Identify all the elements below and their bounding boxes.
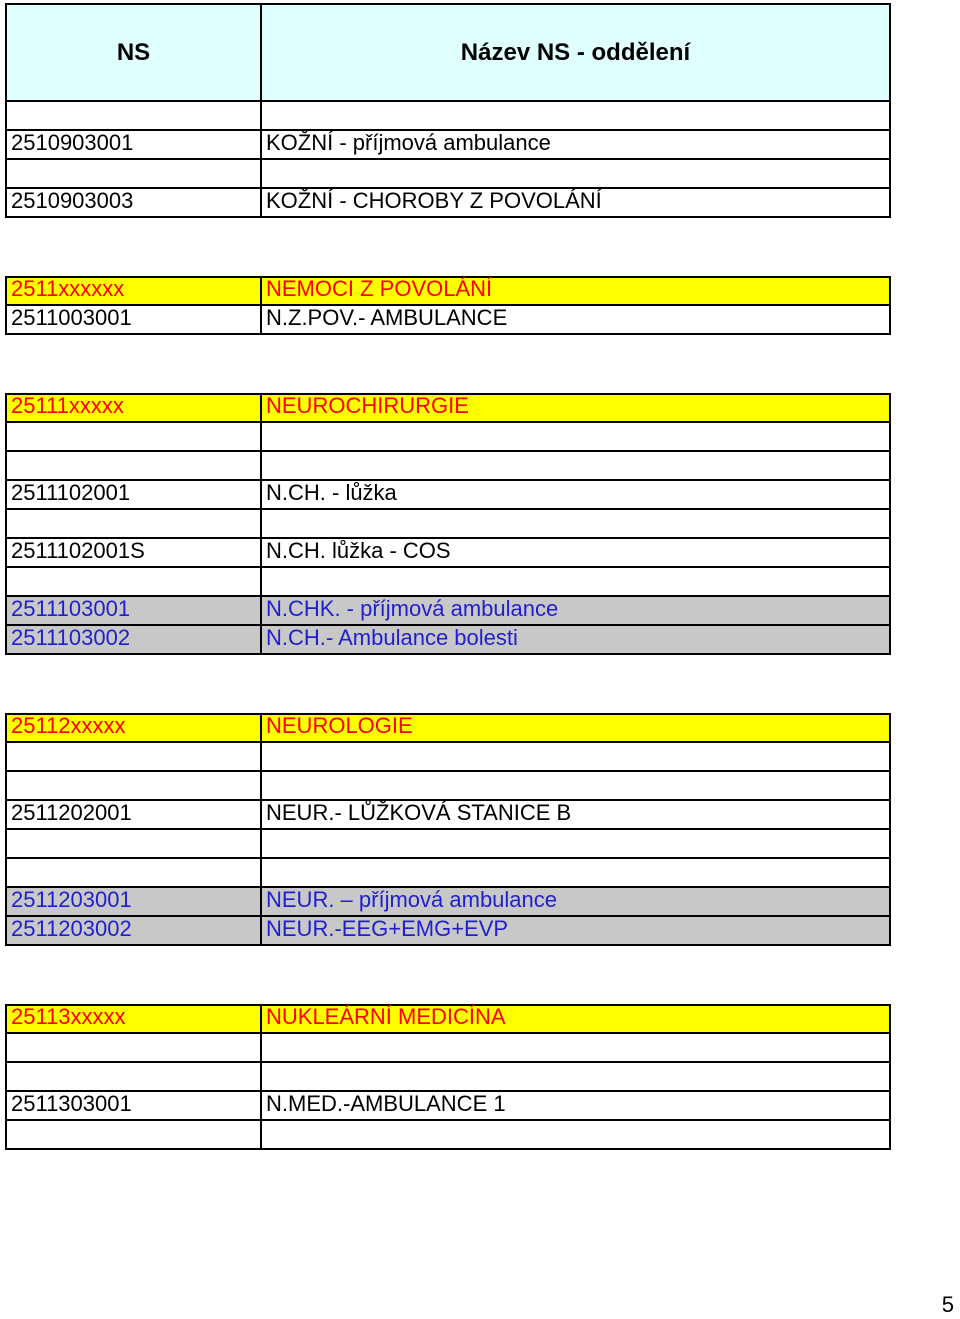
gap [5,218,891,276]
cell-name [262,452,889,479]
table-row [5,189,891,218]
cell-code: 25111xxxxx [7,395,262,421]
cell-name: NEUR.-EEG+EMG+EVP [266,916,509,941]
gap [5,655,891,713]
table-row [5,801,891,830]
ambulance-row [5,917,891,946]
cell-name: NEUR.- LŮŽKOVÁ STANICE B [266,800,572,825]
table-row [5,830,891,859]
page-number: 5 [941,1292,954,1317]
cell-name [262,423,889,450]
cell-name: N.CH.- Ambulance bolesti [266,625,518,650]
cell-name [262,510,889,537]
cell-name [262,568,889,595]
cell-code [7,743,262,770]
cell-name: N.MED.-AMBULANCE 1 [266,1091,506,1116]
table-row [5,772,891,801]
table-header [5,3,891,102]
cell-code: 2511202001 [7,801,262,828]
cell-code: 2510903001 [7,131,262,158]
table-row [5,160,891,189]
cell-code: 2511203002 [7,917,262,944]
gap [5,946,891,1004]
ambulance-row [5,888,891,917]
cell-code: 2511003001 [7,306,262,333]
cell-code: 2511102001S [7,539,262,566]
cell-name [262,830,889,857]
cell-name: NEUROLOGIE [266,713,413,738]
table-row [5,1092,891,1121]
header-ns [7,5,262,100]
cell-code [7,772,262,799]
cell-code [7,859,262,886]
cell-code [7,452,262,479]
cell-code: 2511xxxxxx [7,278,262,304]
cell-name: NUKLEÁRNÍ MEDICÍNA [266,1004,506,1029]
table-row [5,131,891,160]
table-row [5,481,891,510]
cell-code: 2511103001 [7,597,262,624]
cell-name [262,102,889,129]
table-row [5,1034,891,1063]
cell-code: 25113xxxxx [7,1006,262,1032]
cell-code: 25112xxxxx [7,715,262,741]
cell-name: KOŽNÍ - příjmová ambulance [266,130,551,155]
table-row [5,1063,891,1092]
cell-code [7,830,262,857]
table-row [5,743,891,772]
cell-name: N.Z.POV.- AMBULANCE [266,305,508,330]
cell-name: NEUR. – příjmová ambulance [266,887,558,912]
table-row [5,859,891,888]
table-row [5,510,891,539]
table-row [5,539,891,568]
table-row [5,568,891,597]
cell-name: N.CH. lůžka - COS [266,538,451,563]
cell-code: 2510903003 [7,189,262,216]
cell-code [7,1034,262,1061]
cell-code [7,423,262,450]
header-name [262,5,889,100]
cell-code: 2511102001 [7,481,262,508]
cell-name [262,1034,889,1061]
cell-name: NEMOCI Z POVOLÁNÍ [266,276,493,301]
cell-name: KOŽNÍ - CHOROBY Z POVOLÁNÍ [266,188,602,213]
cell-name: N.CH. - lůžka [266,480,397,505]
cell-code [7,102,262,129]
cell-code [7,1063,262,1090]
cell-code [7,568,262,595]
cell-code [7,1121,262,1148]
cell-code: 2511103002 [7,626,262,653]
cell-name [262,859,889,886]
cell-code: 2511203001 [7,888,262,915]
ambulance-row [5,597,891,626]
cell-code [7,160,262,187]
section-row [5,393,891,423]
cell-name [262,772,889,799]
spreadsheet-table [5,3,891,1150]
table-row [5,1121,891,1150]
cell-name: NEUROCHIRURGIE [266,393,469,418]
section-row [5,276,891,306]
header-name-label: Název NS - oddělení [460,38,691,66]
cell-name [262,743,889,770]
gap [5,335,891,393]
section-row [5,1004,891,1034]
table-row [5,423,891,452]
ambulance-row [5,626,891,655]
table-row [5,452,891,481]
cell-code [7,510,262,537]
cell-name: N.CHK. - příjmová ambulance [266,596,559,621]
cell-name [262,160,889,187]
cell-name [262,1121,889,1148]
section-row [5,713,891,743]
header-ns-label: NS [116,38,151,66]
table-row [5,102,891,131]
cell-name [262,1063,889,1090]
table-row [5,306,891,335]
cell-code: 2511303001 [7,1092,262,1119]
